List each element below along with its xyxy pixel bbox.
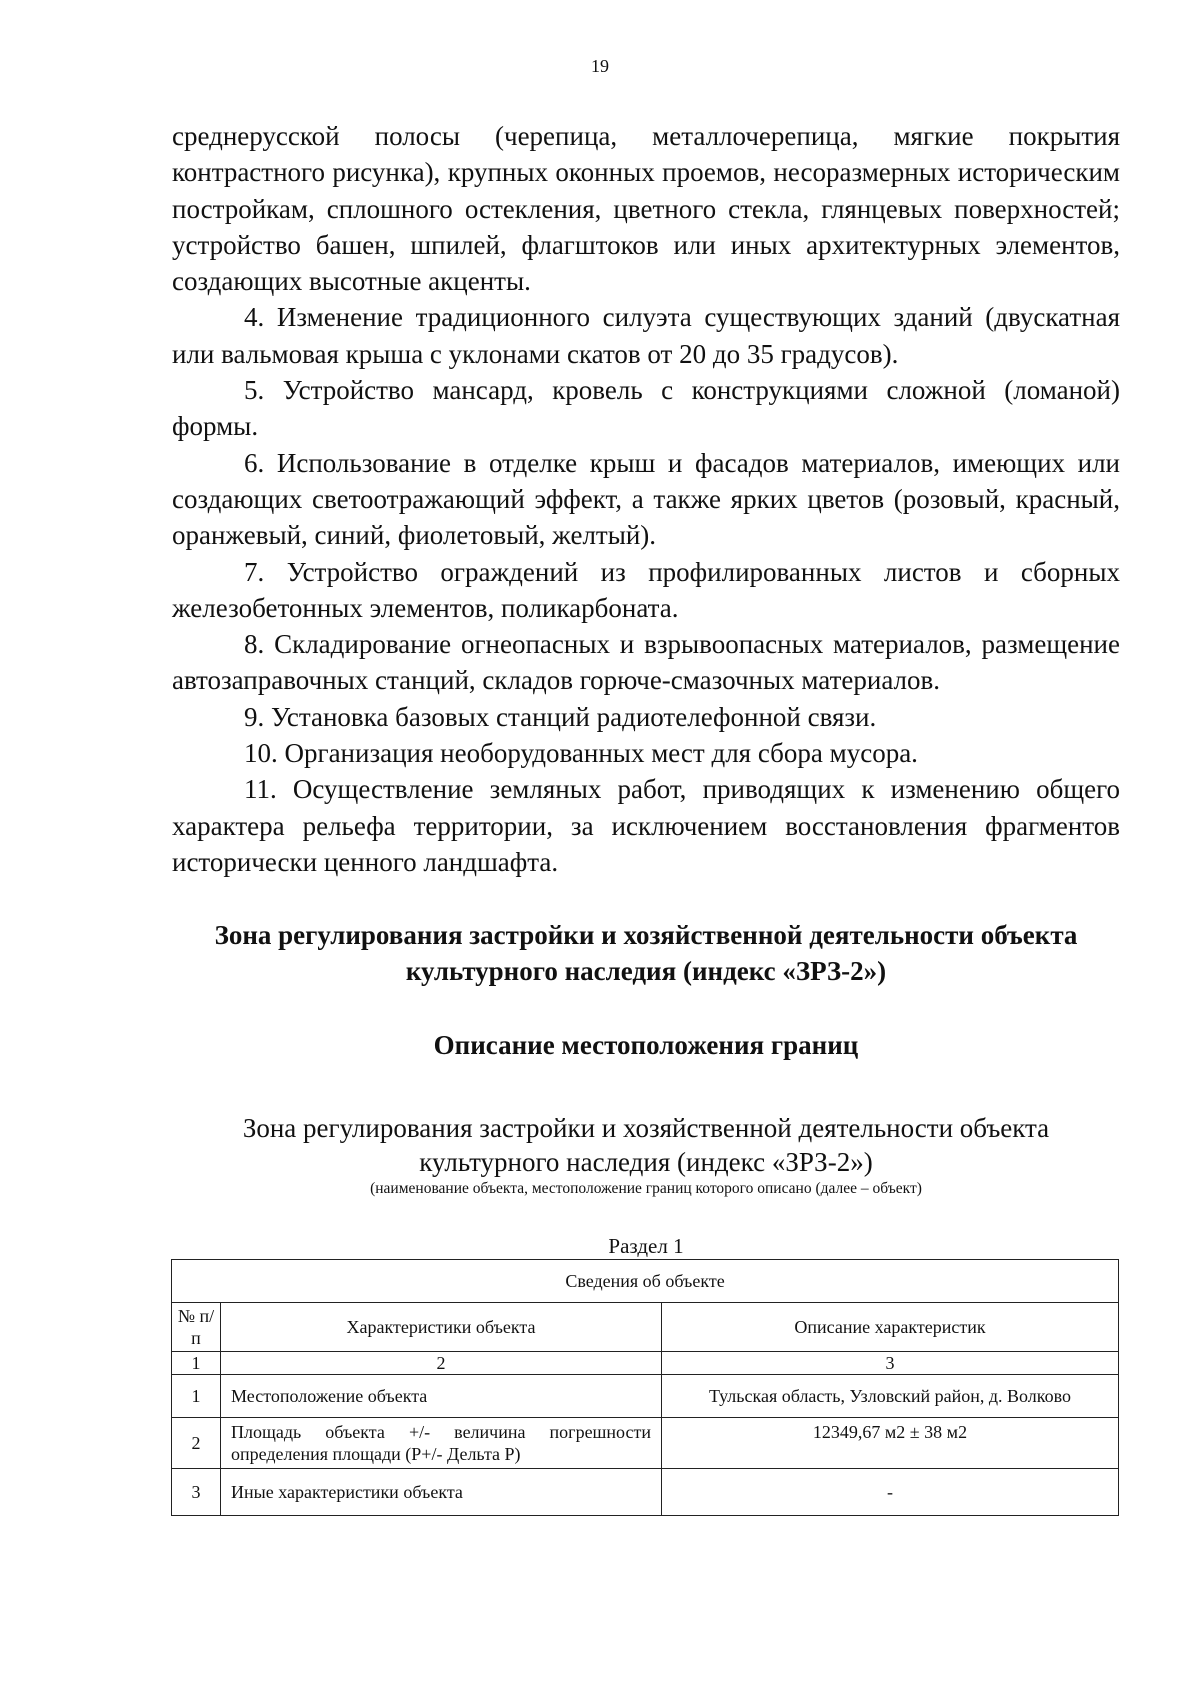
object-caption: (наименование объекта, местоположение границ которого описано (далее – объект) <box>370 1180 922 1198</box>
table-index-row <box>172 1352 1119 1375</box>
index-cell: 1 <box>172 1352 221 1375</box>
row-description: Тульская область, Узловский район, д. Волково <box>662 1375 1119 1418</box>
paragraph-item-11: 11. Осуществление земляных работ, приводящих к изменению общего характера рельефа территории, за исключением восстановления фрагментов исторически ценного ландшафта. <box>172 774 1120 877</box>
paragraph-item-6: 6. Использование в отделке крыш и фасадов материалов, имеющих или создающих светоотражающий эффект, а также ярких цветов (розовый, красный, оранжевый, синий, фиолетовый, желтый). <box>172 447 1120 551</box>
row-number: 2 <box>172 1418 221 1469</box>
table-header-row <box>172 1303 1119 1352</box>
paragraph-continuation: среднерусской полосы (черепица, металлочерепица, мягкие покрытия контрастного рисунка), крупных оконных проемов, несоразмерных историческим постройкам, сплошного остекления, цветного стекла, глянцевых поверхностей; устройство башен, шпилей, флагштоков или иных архитектурных элементов, создающих высотные акценты. <box>172 121 1120 297</box>
row-number: 3 <box>172 1469 221 1516</box>
description-heading: Описание местоположения границ <box>433 1030 859 1061</box>
row-description: - <box>662 1469 1119 1516</box>
header-description: Описание характеристик <box>662 1303 1119 1352</box>
table-row <box>172 1375 1119 1418</box>
zone-heading: Зона регулирования застройки и хозяйственной деятельности объекта культурного наследия (индекс «ЗРЗ-2») <box>214 920 1078 987</box>
header-characteristic: Характеристики объекта <box>221 1303 662 1352</box>
table-title: Сведения об объекте <box>172 1260 1119 1303</box>
row-characteristic: Иные характеристики объекта <box>221 1469 662 1516</box>
row-characteristic: Площадь объекта +/- величина погрешности определения площади (Р+/- Дельта Р) <box>221 1418 662 1469</box>
index-cell: 3 <box>662 1352 1119 1375</box>
object-name: Зона регулирования застройки и хозяйственной деятельности объекта культурного наследия (индекс «ЗРЗ-2») <box>242 1113 1050 1178</box>
paragraph-item-5: 5. Устройство мансард, кровель с конструкциями сложной (ломаной) формы. <box>172 375 1120 442</box>
document-body <box>172 118 1120 1516</box>
row-number: 1 <box>172 1375 221 1418</box>
object-info-table <box>171 1259 1119 1516</box>
paragraph-item-9: 9. Установка базовых станций радиотелефонной связи. <box>244 701 877 732</box>
paragraph-item-4: 4. Изменение традиционного силуэта существующих зданий (двускатная или вальмовая крыша с уклонами скатов от 20 до 35 градусов). <box>172 302 1120 369</box>
section-title: Раздел 1 <box>608 1234 684 1259</box>
table-row <box>172 1418 1119 1469</box>
row-characteristic: Местоположение объекта <box>221 1375 662 1418</box>
table-title-row <box>172 1260 1119 1303</box>
page-number: 19 <box>591 56 609 76</box>
paragraph-item-7: 7. Устройство ограждений из профилированных листов и сборных железобетонных элементов, поликарбоната. <box>172 556 1120 623</box>
table-row <box>172 1469 1119 1516</box>
index-cell: 2 <box>221 1352 662 1375</box>
paragraph-item-8: 8. Складирование огнеопасных и взрывоопасных материалов, размещение автозаправочных станций, складов горюче-смазочных материалов. <box>172 629 1120 696</box>
row-description: 12349,67 м2 ± 38 м2 <box>662 1418 1119 1469</box>
header-number: № п/п <box>172 1303 221 1352</box>
paragraph-item-10: 10. Организация необорудованных мест для сбора мусора. <box>244 738 918 769</box>
